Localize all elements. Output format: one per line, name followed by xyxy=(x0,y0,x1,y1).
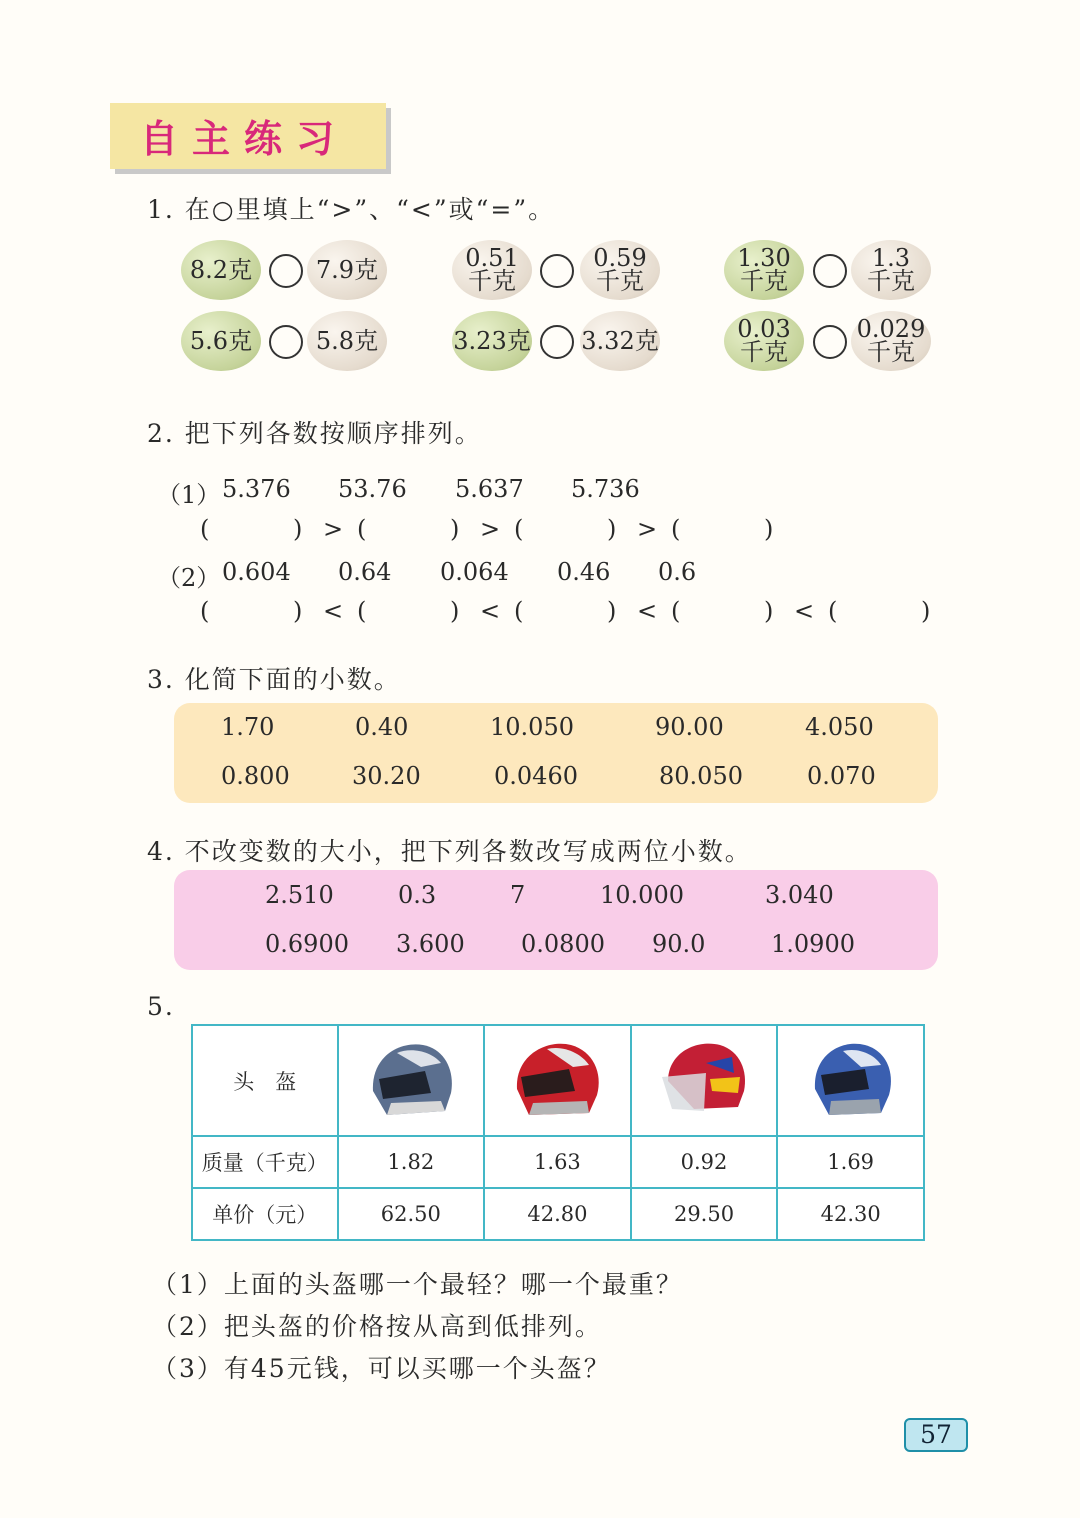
egg-text: 5.6克 xyxy=(189,326,253,355)
egg-left xyxy=(724,240,804,300)
table-row xyxy=(192,1188,924,1240)
table-row xyxy=(192,1025,924,1136)
mass-value: 1.82 xyxy=(338,1136,485,1188)
egg-text: 8.2克 xyxy=(189,255,253,284)
q4-number: 90.0 xyxy=(652,930,706,958)
q3-number: 0.800 xyxy=(221,762,290,790)
mass-value: 1.69 xyxy=(777,1136,924,1188)
compare-circle[interactable] xyxy=(269,325,303,359)
egg-text: 1.3 xyxy=(871,244,911,272)
q2-sub1-label: （1） xyxy=(157,481,221,509)
answer-open[interactable]: ( xyxy=(671,515,681,543)
q2-sub2-label: （2） xyxy=(157,564,221,592)
order-sign: > xyxy=(480,515,501,543)
answer-open[interactable]: ( xyxy=(357,597,367,625)
answer-open[interactable]: ( xyxy=(514,597,524,625)
egg-left xyxy=(452,311,532,371)
answer-close: ) xyxy=(450,515,460,543)
helmet-image-cell xyxy=(484,1025,631,1136)
q4-number: 0.3 xyxy=(398,881,437,909)
compare-circle[interactable] xyxy=(540,325,574,359)
egg-right xyxy=(851,311,931,371)
answer-close: ) xyxy=(293,515,303,543)
q2-number: 0.64 xyxy=(338,558,392,586)
q4-prompt: 4. 不改变数的大小，把下列各数改写成两位小数。 xyxy=(147,837,752,866)
q3-number: 80.050 xyxy=(659,762,743,790)
answer-close: ) xyxy=(450,597,460,625)
answer-close: ) xyxy=(607,597,617,625)
price-value: 29.50 xyxy=(631,1188,778,1240)
q3-number: 1.70 xyxy=(221,713,275,741)
egg-left xyxy=(181,240,261,300)
egg-text: 3.32克 xyxy=(581,326,659,355)
q2-prompt: 2. 把下列各数按顺序排列。 xyxy=(147,419,482,448)
answer-close: ) xyxy=(764,515,774,543)
order-sign: < xyxy=(794,597,815,625)
egg-left xyxy=(181,311,261,371)
egg-text: 7.9克 xyxy=(315,255,379,284)
q4-number: 2.510 xyxy=(265,881,334,909)
q3-number: 30.20 xyxy=(352,762,421,790)
egg-right xyxy=(851,240,931,300)
answer-close: ) xyxy=(607,515,617,543)
q4-number: 1.0900 xyxy=(771,930,855,958)
q5-subquestion: （3）有45元钱，可以买哪一个头盔？ xyxy=(152,1354,611,1383)
mass-value: 0.92 xyxy=(631,1136,778,1188)
order-sign: > xyxy=(637,515,658,543)
page-number: 57 xyxy=(904,1418,968,1452)
answer-close: ) xyxy=(764,597,774,625)
q4-number: 7 xyxy=(510,881,526,909)
compare-circle[interactable] xyxy=(813,254,847,288)
egg-text: 0.029 xyxy=(856,315,926,343)
q2-number: 53.76 xyxy=(338,475,407,503)
helmet-icon xyxy=(361,1033,461,1123)
egg-right xyxy=(580,240,660,300)
answer-open[interactable]: ( xyxy=(828,597,838,625)
answer-open[interactable]: ( xyxy=(671,597,681,625)
table-row xyxy=(192,1136,924,1188)
q4-number: 0.0800 xyxy=(521,930,605,958)
q2-number: 5.376 xyxy=(222,475,291,503)
q3-prompt: 3. 化简下面的小数。 xyxy=(147,665,401,694)
egg-right xyxy=(580,311,660,371)
helmet-image-cell xyxy=(777,1025,924,1136)
egg-text: 1.30 xyxy=(737,244,791,272)
q2-number: 0.064 xyxy=(440,558,509,586)
egg-text: 3.23克 xyxy=(453,326,531,355)
order-sign: < xyxy=(323,597,344,625)
answer-open[interactable]: ( xyxy=(357,515,367,543)
order-sign: > xyxy=(323,515,344,543)
compare-circle[interactable] xyxy=(540,254,574,288)
q5-subquestion: （1）上面的头盔哪一个最轻？哪一个最重？ xyxy=(152,1270,683,1299)
q3-number: 0.0460 xyxy=(494,762,578,790)
q1-prompt: 1. 在○里填上“>”、“<”或“=”。 xyxy=(147,195,556,224)
egg-unit: 千克 xyxy=(740,267,788,295)
helmet-header: 头 盔 xyxy=(233,1069,297,1094)
q2-number: 0.604 xyxy=(222,558,291,586)
egg-unit: 千克 xyxy=(740,338,788,366)
egg-left xyxy=(452,240,532,300)
helmet-image-cell xyxy=(631,1025,778,1136)
egg-text: 0.03 xyxy=(737,315,791,343)
helmet-header-cell xyxy=(192,1025,338,1136)
compare-circle[interactable] xyxy=(269,254,303,288)
egg-text: 0.51 xyxy=(465,244,519,272)
mass-label: 质量（千克） xyxy=(192,1136,338,1188)
egg-right xyxy=(307,311,387,371)
egg-unit: 千克 xyxy=(867,267,915,295)
answer-close: ) xyxy=(293,597,303,625)
egg-text: 5.8克 xyxy=(315,326,379,355)
answer-close: ) xyxy=(921,597,931,625)
order-sign: < xyxy=(480,597,501,625)
egg-right xyxy=(307,240,387,300)
helmet-icon xyxy=(654,1033,754,1123)
egg-left xyxy=(724,311,804,371)
section-title: 自主练习 xyxy=(140,117,349,161)
q3-number: 90.00 xyxy=(655,713,724,741)
order-sign: < xyxy=(637,597,658,625)
q3-number: 0.070 xyxy=(807,762,876,790)
q4-number: 0.6900 xyxy=(265,930,349,958)
helmet-image-cell xyxy=(338,1025,485,1136)
q4-number: 3.040 xyxy=(765,881,834,909)
egg-unit: 千克 xyxy=(867,338,915,366)
q4-number: 3.600 xyxy=(396,930,465,958)
q2-number: 5.736 xyxy=(571,475,640,503)
answer-open[interactable]: ( xyxy=(514,515,524,543)
egg-unit: 千克 xyxy=(468,267,516,295)
answer-open[interactable]: ( xyxy=(200,515,210,543)
helmet-icon xyxy=(801,1033,901,1123)
q3-number: 10.050 xyxy=(490,713,574,741)
q5-label: 5. xyxy=(147,992,175,1021)
egg-text: 0.59 xyxy=(593,244,647,272)
price-label: 单价（元） xyxy=(192,1188,338,1240)
mass-value: 1.63 xyxy=(484,1136,631,1188)
helmet-table xyxy=(191,1024,925,1241)
q4-number: 10.000 xyxy=(600,881,684,909)
q3-number: 0.40 xyxy=(355,713,409,741)
q5-subquestion: （2）把头盔的价格按从高到低排列。 xyxy=(152,1312,602,1341)
price-value: 62.50 xyxy=(338,1188,485,1240)
q2-number: 0.6 xyxy=(658,558,697,586)
q3-number: 4.050 xyxy=(805,713,874,741)
compare-circle[interactable] xyxy=(813,325,847,359)
q2-number: 5.637 xyxy=(455,475,524,503)
egg-unit: 千克 xyxy=(596,267,644,295)
helmet-icon xyxy=(507,1033,607,1123)
q2-number: 0.46 xyxy=(557,558,611,586)
price-value: 42.80 xyxy=(484,1188,631,1240)
price-value: 42.30 xyxy=(777,1188,924,1240)
answer-open[interactable]: ( xyxy=(200,597,210,625)
